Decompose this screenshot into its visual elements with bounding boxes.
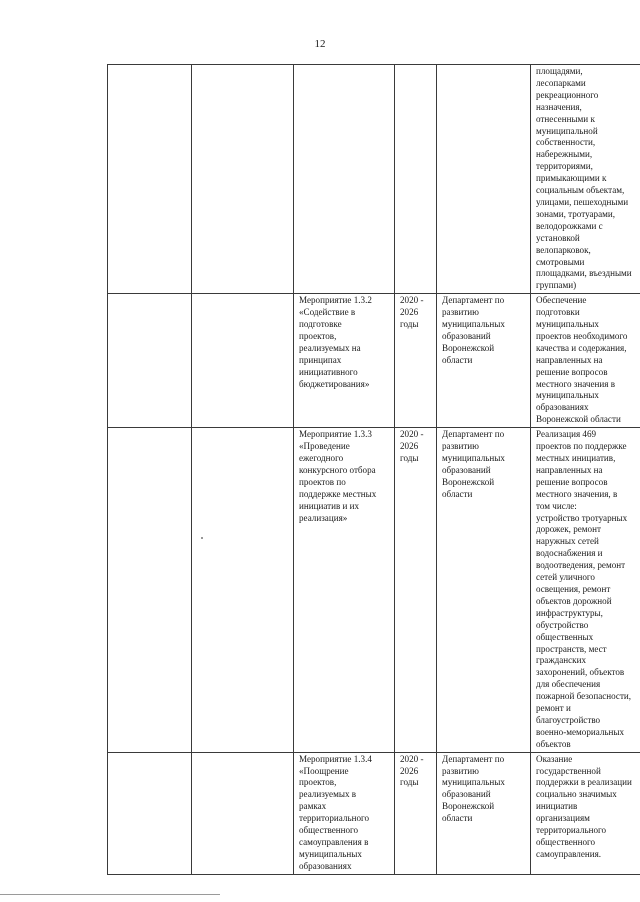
result-cell: Оказание государственной поддержки в реализации социально значимых инициатив организациям территориального общественного самоуправления. [531, 752, 640, 874]
table-cell-empty [108, 752, 192, 874]
table-cell-empty [108, 428, 192, 752]
period-cell: 2020 - 2026 годы [395, 428, 437, 752]
table-row [108, 428, 640, 752]
event-cell [294, 65, 395, 294]
table-cell-empty [108, 65, 192, 294]
table-cell-empty [192, 65, 294, 294]
table-row [108, 294, 640, 428]
result-cell: площадями, лесопарками рекреационного назначения, отнесенными к муниципальной собственности, набережными, территориями, примыкающими к социальным объектам, улицами, пешеходными зонами, тротуарами, велодорожками с установкой велопарковок, смотровыми площадками, въездными группами) [531, 65, 640, 294]
period-cell [395, 65, 437, 294]
result-cell: Реализация 469 проектов по поддержке местных инициатив, направленных на решение вопросов местного значения, в том числе: устройство тротуарных дорожек, ремонт наружных сетей водоснабжения и водоотведения, ремонт сетей уличного освещения, ремонт объектов дорожной инфраструктуры, обустройство общественных пространств, мест гражданских захоронений, объектов для обеспечения пожарной безопасности, ремонт и благоустройство военно-мемориальных объектов [531, 428, 640, 752]
executor-cell: Департамент по развитию муниципальных образований Воронежской области [437, 752, 531, 874]
scan-edge-line [0, 894, 220, 895]
event-cell: Мероприятие 1.3.4 «Поощрение проектов, реализуемых в рамках территориального общественного самоуправления в муниципальных образованиях [294, 752, 395, 874]
executor-cell: Департамент по развитию муниципальных образований Воронежской области [437, 428, 531, 752]
table-cell-empty [192, 294, 294, 428]
table-cell-empty [192, 752, 294, 874]
table-cell-empty [192, 428, 294, 752]
table-cell-empty [108, 294, 192, 428]
event-cell: Мероприятие 1.3.3 «Проведение ежегодного конкурсного отбора проектов по поддержке местных инициатив и их реализация» [294, 428, 395, 752]
page-number: 12 [314, 38, 326, 50]
table-row [108, 752, 640, 874]
executor-cell: Департамент по развитию муниципальных образований Воронежской области [437, 294, 531, 428]
result-cell: Обеспечение подготовки муниципальных проектов необходимого качества и содержания, направленных на решение вопросов местного значения в муниципальных образованиях Воронежской области [531, 294, 640, 428]
program-table [107, 64, 640, 875]
period-cell: 2020 - 2026 годы [395, 294, 437, 428]
period-cell: 2020 - 2026 годы [395, 752, 437, 874]
table-row [108, 65, 640, 294]
event-cell: Мероприятие 1.3.2 «Содействие в подготовке проектов, реализуемых на принципах инициативного бюджетирования» [294, 294, 395, 428]
scan-speck [201, 537, 203, 539]
executor-cell [437, 65, 531, 294]
